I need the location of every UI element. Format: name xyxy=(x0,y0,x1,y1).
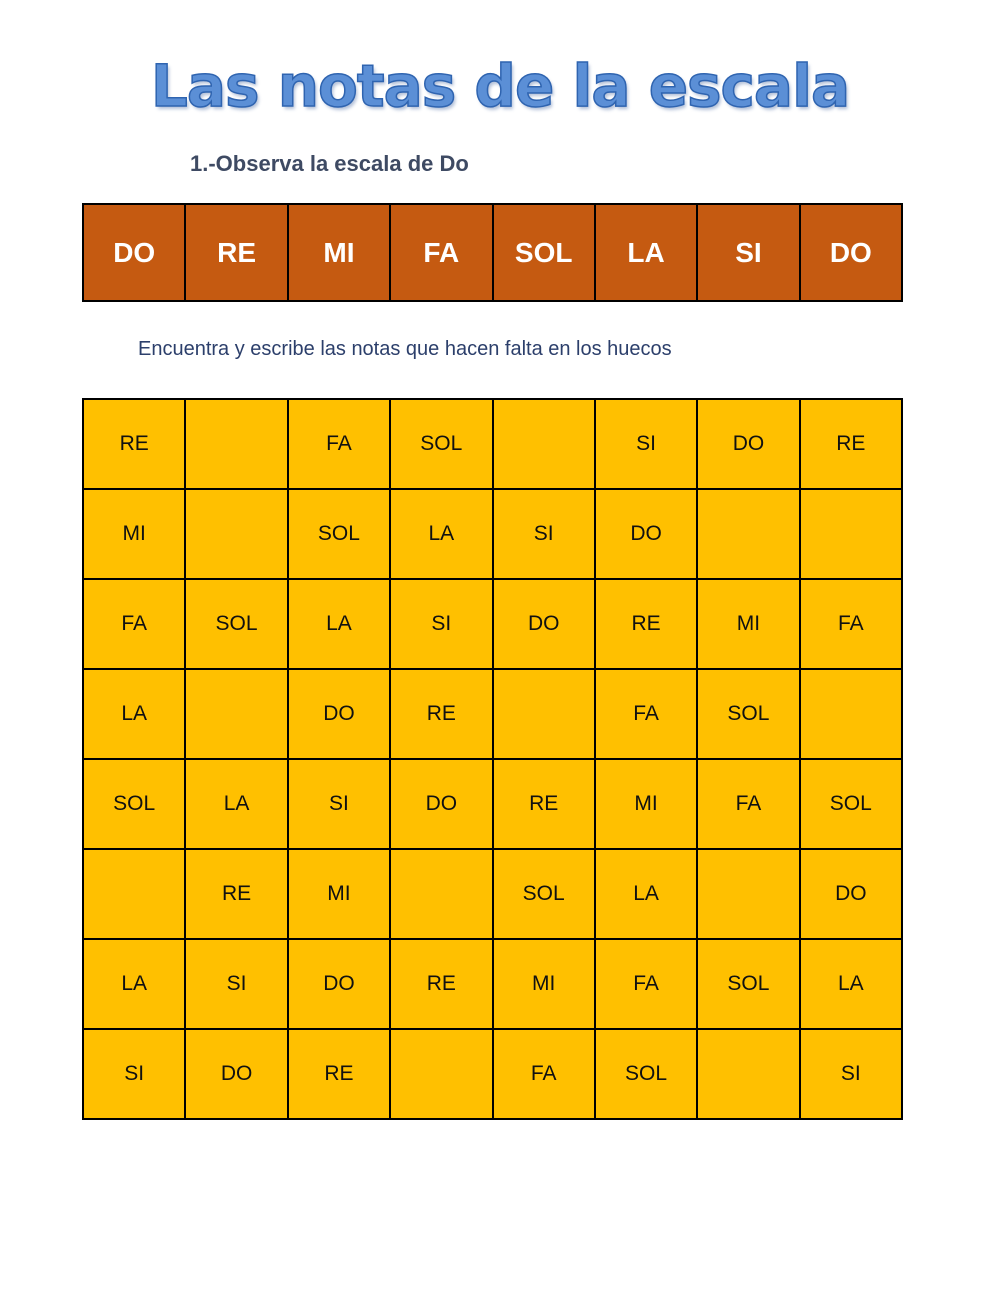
grid-cell: RE xyxy=(390,669,492,759)
grid-cell: RE xyxy=(595,579,697,669)
grid-cell: FA xyxy=(83,579,185,669)
grid-cell: MI xyxy=(288,849,390,939)
grid-cell: SOL xyxy=(493,849,595,939)
grid-cell: SI xyxy=(83,1029,185,1119)
grid-row xyxy=(83,1029,902,1119)
grid-cell: MI xyxy=(83,489,185,579)
grid-cell: DO xyxy=(288,939,390,1029)
grid-cell-blank[interactable] xyxy=(390,1029,492,1119)
grid-cell: DO xyxy=(390,759,492,849)
grid-row xyxy=(83,489,902,579)
grid-cell: SI xyxy=(185,939,287,1029)
grid-cell-blank[interactable] xyxy=(697,489,799,579)
grid-cell: FA xyxy=(697,759,799,849)
grid-cell-blank[interactable] xyxy=(800,669,902,759)
grid-cell: SOL xyxy=(697,669,799,759)
grid-cell: SI xyxy=(800,1029,902,1119)
grid-cell-blank[interactable] xyxy=(493,669,595,759)
grid-cell: LA xyxy=(800,939,902,1029)
grid-cell-blank[interactable] xyxy=(697,1029,799,1119)
grid-cell: SOL xyxy=(697,939,799,1029)
grid-cell: MI xyxy=(493,939,595,1029)
grid-cell-blank[interactable] xyxy=(697,849,799,939)
grid-cell-blank[interactable] xyxy=(185,399,287,489)
grid-cell: FA xyxy=(595,669,697,759)
grid-cell: LA xyxy=(390,489,492,579)
grid-cell-blank[interactable] xyxy=(185,669,287,759)
grid-row xyxy=(83,399,902,489)
scale-note: DO xyxy=(800,204,902,301)
grid-cell: DO xyxy=(288,669,390,759)
scale-note: SI xyxy=(697,204,799,301)
instruction-text: Encuentra y escribe las notas que hacen falta en los huecos xyxy=(138,338,672,360)
grid-cell: DO xyxy=(595,489,697,579)
grid-cell-blank[interactable] xyxy=(390,849,492,939)
grid-cell: SOL xyxy=(595,1029,697,1119)
grid-cell: SOL xyxy=(83,759,185,849)
grid-row xyxy=(83,849,902,939)
grid-row xyxy=(83,669,902,759)
grid-cell: FA xyxy=(288,399,390,489)
grid-row xyxy=(83,759,902,849)
grid-cell: LA xyxy=(185,759,287,849)
scale-note: MI xyxy=(288,204,390,301)
grid-cell: SI xyxy=(390,579,492,669)
grid-cell: RE xyxy=(390,939,492,1029)
exercise-subtitle: 1.-Observa la escala de Do xyxy=(190,151,469,176)
grid-cell: DO xyxy=(493,579,595,669)
grid-cell: RE xyxy=(185,849,287,939)
grid-cell: SI xyxy=(288,759,390,849)
scale-note: SOL xyxy=(493,204,595,301)
scale-row xyxy=(83,204,902,301)
grid-cell: FA xyxy=(800,579,902,669)
grid-cell: SOL xyxy=(185,579,287,669)
grid-cell: DO xyxy=(800,849,902,939)
notes-grid xyxy=(82,398,903,1120)
grid-cell: LA xyxy=(595,849,697,939)
grid-cell: FA xyxy=(595,939,697,1029)
grid-cell: RE xyxy=(800,399,902,489)
grid-cell: RE xyxy=(83,399,185,489)
grid-cell: RE xyxy=(493,759,595,849)
grid-cell-blank[interactable] xyxy=(493,399,595,489)
grid-cell: RE xyxy=(288,1029,390,1119)
scale-note: DO xyxy=(83,204,185,301)
grid-cell: MI xyxy=(595,759,697,849)
grid-cell: SOL xyxy=(390,399,492,489)
grid-cell: FA xyxy=(493,1029,595,1119)
grid-cell: MI xyxy=(697,579,799,669)
do-scale-table xyxy=(82,203,903,302)
grid-cell: SI xyxy=(493,489,595,579)
grid-cell: SOL xyxy=(800,759,902,849)
grid-cell: DO xyxy=(697,399,799,489)
grid-cell-blank[interactable] xyxy=(83,849,185,939)
grid-cell-blank[interactable] xyxy=(800,489,902,579)
grid-cell: LA xyxy=(83,939,185,1029)
grid-cell: LA xyxy=(288,579,390,669)
grid-cell: SOL xyxy=(288,489,390,579)
scale-note: LA xyxy=(595,204,697,301)
grid-row xyxy=(83,579,902,669)
grid-cell: SI xyxy=(595,399,697,489)
grid-cell-blank[interactable] xyxy=(185,489,287,579)
grid-cell: LA xyxy=(83,669,185,759)
grid-cell: DO xyxy=(185,1029,287,1119)
page-title: Las notas de la escala xyxy=(150,52,850,120)
scale-note: RE xyxy=(185,204,287,301)
scale-note: FA xyxy=(390,204,492,301)
grid-row xyxy=(83,939,902,1029)
